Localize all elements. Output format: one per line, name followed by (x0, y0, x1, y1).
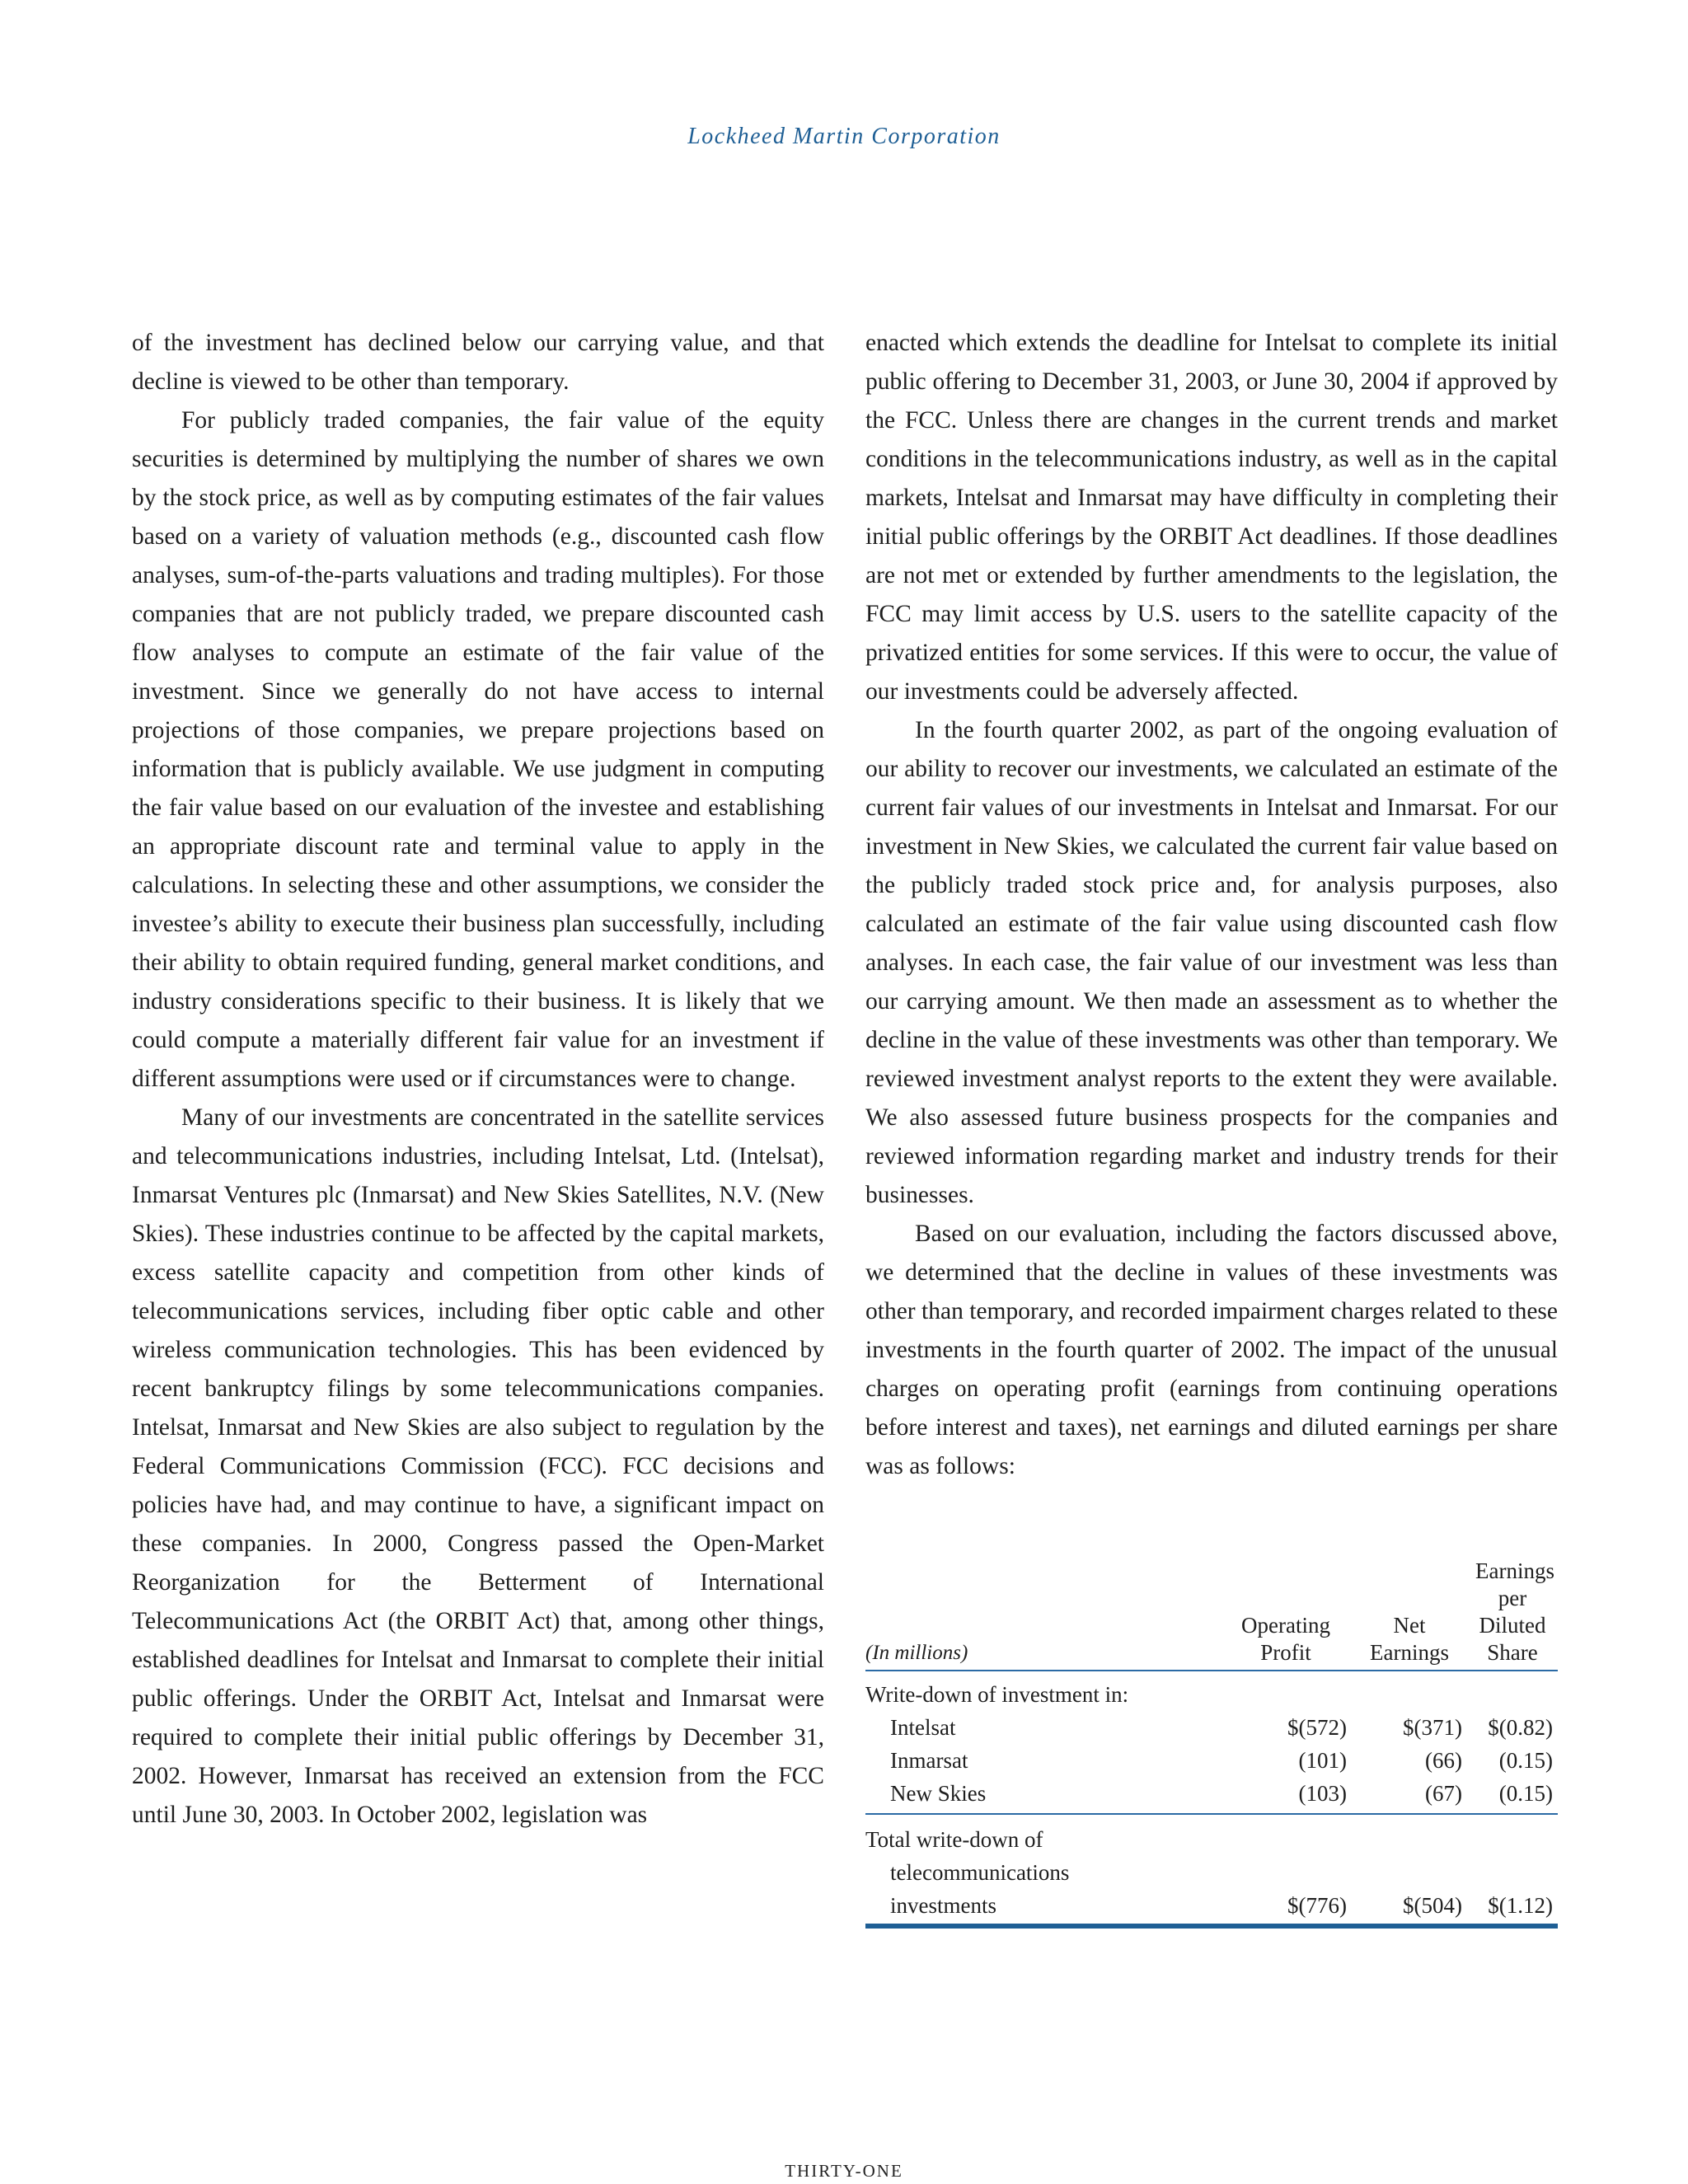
total-net: $(504) (1352, 1889, 1467, 1926)
total-label-line3: investments (865, 1889, 1220, 1926)
row-label: New Skies (865, 1777, 1220, 1814)
section-label: Write-down of investment in: (865, 1682, 1129, 1707)
row-label: Inmarsat (890, 1748, 968, 1773)
paragraph: For publicly traded companies, the fair value of the equity securities is determined by multiplying the number of shares we own by the stock price, as well as by computing estimates of the fair values based on a variety of valuation methods (e.g., discounted cash flow analyses, sum-of-the-parts valuations and trading multiples). For those companies that are not publicly traded, we prepare discounted cash flow analyses to compute an estimate of the fair value of the investment. Since we generally do not have access to internal projections of those companies, we prepare projections based on information that is publicly available. We use judgment in computing the fair value based on our evaluation of the investee and establishing an appropriate discount rate and terminal value to apply in the calculations. In selecting these and other assumptions, we consider the investee’s ability to execute their business plan successfully, including their ability to obtain required funding, general market conditions, and industry considerations specific to their business. It is likely that we could compute a materially different fair value for an investment if different assumptions were used or if circumstances were to change. (132, 407, 824, 1092)
total-label-line1: Total write-down of (865, 1827, 1043, 1852)
total-row (865, 1889, 1558, 1926)
col-eps: Earnings per Diluted Share (1467, 1558, 1558, 1671)
row-label: Intelsat (890, 1715, 956, 1740)
right-column (865, 324, 1558, 1486)
impairment-table (865, 1558, 1558, 1929)
table-row (865, 1711, 1558, 1744)
total-label-line2: telecommunications (890, 1860, 1070, 1885)
col-operating-profit: Operating Profit (1220, 1558, 1352, 1671)
total-eps: $(1.12) (1467, 1889, 1558, 1926)
cell-net: $(371) (1403, 1715, 1462, 1740)
cell-operating: (103) (1220, 1777, 1352, 1814)
table-row (865, 1744, 1558, 1777)
cell-net: (66) (1425, 1748, 1462, 1773)
running-header: Lockheed Martin Corporation (687, 124, 1001, 149)
col-net-earnings: Net Earnings (1352, 1558, 1467, 1671)
page-number: THIRTY-ONE (785, 2161, 903, 2181)
paragraph: Based on our evaluation, including the factors discussed above, we determined that the decline in values of these investments was other than temporary, and recorded impairment charges related to these investments in the fourth quarter of 2002. The impact of the unusual charges on operating profit (earnings from continuing operations before interest and taxes), net earnings and diluted earnings per share was as follows: (865, 1221, 1558, 1479)
cell-net: (67) (1352, 1777, 1467, 1814)
total-row (865, 1814, 1558, 1856)
table-header-row (865, 1558, 1558, 1671)
paragraph: In the fourth quarter 2002, as part of the ongoing evaluation of our ability to recover our investments, we calculated an estimate of the current fair values of our investments in Intelsat and Inmarsat. For our investment in New Skies, we calculated the current fair value based on the publicly traded stock price and, for analysis purposes, also calculated an estimate of the fair value using discounted cash flow analyses. In each case, the fair value of our investment was less than our carrying amount. We then made an assessment as to whether the decline in the value of these investments was other than temporary. We reviewed investment analyst reports to the extent they were available. We also assessed future business prospects for the companies and reviewed information regarding market and industry trends for their businesses. (865, 717, 1558, 1208)
paragraph: enacted which extends the deadline for Intelsat to complete its initial public offering to December 31, 2003, or June 30, 2004 if approved by the FCC. Unless there are changes in the current trends and market conditions in the telecommunications industry, as well as in the capital markets, Intelsat and Inmarsat may have difficulty in completing their initial public offerings by the ORBIT Act deadlines. If those deadlines are not met or extended by further amendments to the legislation, the FCC may limit access by U.S. users to the satellite capacity of the privatized entities for some services. If this were to occur, the value of our investments could be adversely affected. (865, 330, 1558, 705)
total-row (865, 1856, 1558, 1889)
total-operating: $(776) (1220, 1889, 1352, 1926)
table-row (865, 1777, 1558, 1814)
cell-eps: (0.15) (1498, 1748, 1553, 1773)
unit-label: (In millions) (865, 1558, 1220, 1671)
cell-operating: $(572) (1287, 1715, 1347, 1740)
left-column (132, 324, 824, 1835)
cell-eps: (0.15) (1467, 1777, 1558, 1814)
paragraph: of the investment has declined below our carrying value, and that decline is viewed to be other than temporary. (132, 330, 824, 395)
paragraph: Many of our investments are concentrated in the satellite services and telecommunications industries, including Intelsat, Ltd. (Intelsat), Inmarsat Ventures plc (Inmarsat) and New Skies Satellites, N.V. (New Skies). These industries continue to be affected by the capital markets, excess satellite capacity and competition from other kinds of telecommunications services, including fiber optic cable and other wireless communication technologies. This has been evidenced by recent bankruptcy filings by some telecommunications companies. Intelsat, Inmarsat and New Skies are also subject to regulation by the Federal Communications Commission (FCC). FCC decisions and policies have had, and may continue to have, a significant impact on these companies. In 2000, Congress passed the Open-Market Reorganization for the Betterment of International Telecommunications Act (the ORBIT Act) that, among other things, established deadlines for Intelsat and Inmarsat to complete their initial public offerings. Under the ORBIT Act, Intelsat and Inmarsat were required to complete their initial public offerings by December 31, 2002. However, Inmarsat has received an extension from the FCC until June 30, 2003. In October 2002, legislation was (132, 1104, 824, 1828)
cell-eps: $(0.82) (1488, 1715, 1553, 1740)
cell-operating: (101) (1298, 1748, 1347, 1773)
table-row (865, 1671, 1558, 1711)
